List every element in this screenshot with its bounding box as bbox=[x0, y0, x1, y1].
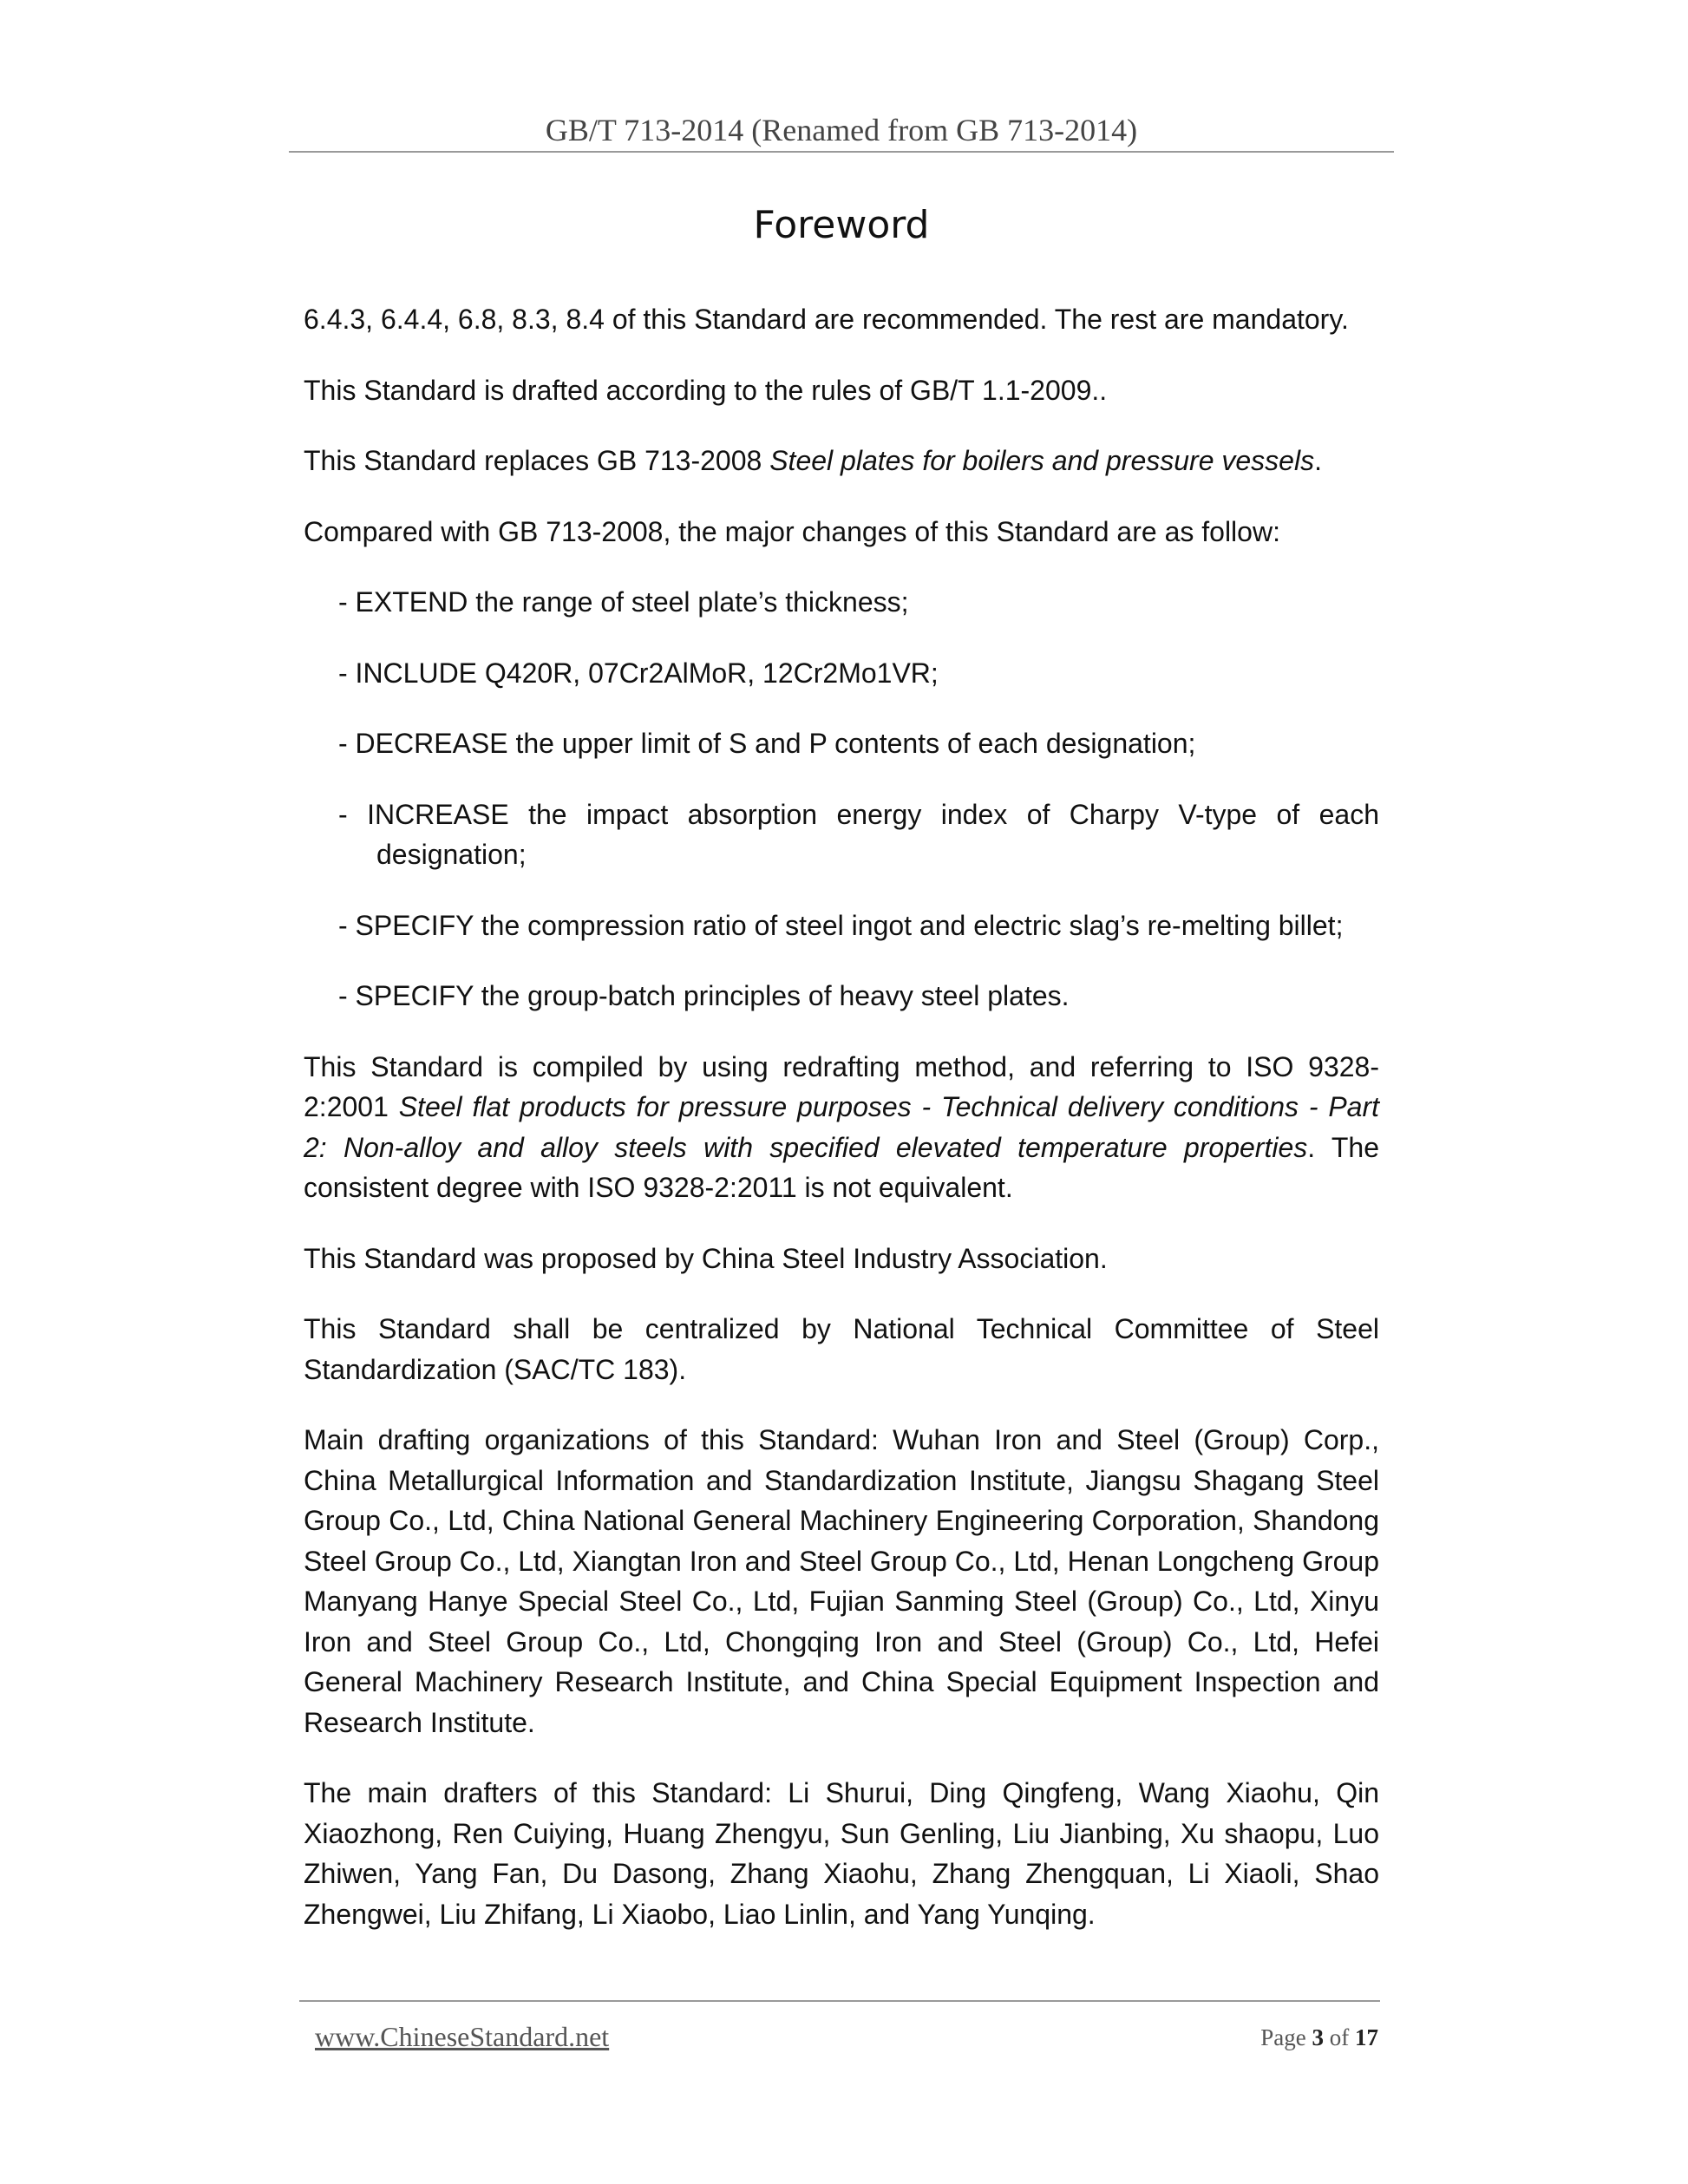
replaces-end: . bbox=[1314, 445, 1322, 476]
paragraph-proposed-by: This Standard was proposed by China Steel Industry Association. bbox=[304, 1242, 1108, 1274]
redrafting-text: This Standard is compiled by using redrafting method, and referring to ISO 9328-2:2001 bbox=[304, 1050, 1379, 1122]
paragraph-replaces bbox=[304, 441, 1379, 481]
list-item: - DECREASE the upper limit of S and P contents of each designation; bbox=[338, 728, 1196, 759]
paragraph-redrafting bbox=[304, 1047, 1379, 1208]
document-body bbox=[304, 299, 1379, 1965]
header-divider bbox=[289, 151, 1394, 153]
of-label: of bbox=[1329, 2024, 1350, 2050]
paragraph-drafting-rules: This Standard is drafted according to the rules of GB/T 1.1-2009.. bbox=[304, 374, 1108, 406]
iso-standard-title: Steel flat products for pressure purposes - Technical delivery conditions - Part 2: Non-alloy and alloy steels with specified elevated temperature properties bbox=[304, 1091, 1380, 1163]
paragraph-changes-intro: Compared with GB 713-2008, the major changes of this Standard are as follow: bbox=[304, 515, 1280, 547]
paragraph-drafting-organizations: Main drafting organizations of this Standard: Wuhan Iron and Steel (Group) Corp., China Metallurgical Information and Standardization Institute, Jiangsu Shagang Steel Group Co., Ltd, China National General Machinery Engineering Corporation, Shandong Steel Group Co., Ltd, Xiangtan Iron and Steel Group Co., Ltd, Henan Longcheng Group Manyang Hanye Special Steel Co., Ltd, Fujian Sanming Steel (Group) Co., Ltd, Xinyu Iron and Steel Group Co., Ltd, Chongqing Iron and Steel (Group) Co., Ltd, Hefei General Machinery Research Institute, and China Special Equipment Inspection and Research Institute. bbox=[304, 1424, 1379, 1738]
replaced-standard-title: Steel plates for boilers and pressure vessels bbox=[769, 445, 1315, 476]
redrafting-end: . The consistent degree with ISO 9328-2:2011 is not equivalent. bbox=[304, 1131, 1380, 1203]
page-counter bbox=[1260, 2022, 1378, 2053]
page-title: Foreword bbox=[753, 203, 930, 247]
paragraph-centralized-by: This Standard shall be centralized by National Technical Committee of Steel Standardization (SAC/TC 183). bbox=[304, 1313, 1379, 1385]
page-total: 17 bbox=[1355, 2024, 1378, 2050]
page-label: Page bbox=[1260, 2024, 1306, 2050]
list-item: - SPECIFY the compression ratio of steel ingot and electric slag’s re-melting billet; bbox=[338, 909, 1344, 941]
page-header: GB/T 713-2014 (Renamed from GB 713-2014) bbox=[545, 113, 1138, 147]
website-link[interactable]: www.ChineseStandard.net bbox=[315, 2021, 610, 2052]
list-item: - INCLUDE Q420R, 07Cr2AlMoR, 12Cr2Mo1VR; bbox=[338, 657, 939, 689]
list-item: - EXTEND the range of steel plate’s thickness; bbox=[338, 586, 909, 618]
list-item: - SPECIFY the group-batch principles of heavy steel plates. bbox=[338, 980, 1070, 1011]
footer-divider bbox=[299, 2000, 1380, 2002]
paragraph-clauses: 6.4.3, 6.4.4, 6.8, 8.3, 8.4 of this Standard are recommended. The rest are mandatory. bbox=[304, 304, 1349, 335]
replaces-text: This Standard replaces GB 713-2008 bbox=[304, 445, 770, 476]
page-number: 3 bbox=[1312, 2024, 1324, 2050]
paragraph-main-drafters: The main drafters of this Standard: Li Shurui, Ding Qingfeng, Wang Xiaohu, Qin Xiaozhong, Ren Cuiying, Huang Zhengyu, Sun Genling, Liu Jianbing, Xu shaopu, Luo Zhiwen, Yang Fan, Du Dasong, Zhang Xiaohu, Zhang Zhengquan, Li Xiaoli, Shao Zhengwei, Liu Zhifang, Li Xiaobo, Liao Linlin, and Yang Yunqing. bbox=[304, 1777, 1379, 1930]
list-item: - INCREASE the impact absorption energy index of Charpy V-type of each designation; bbox=[338, 798, 1379, 870]
